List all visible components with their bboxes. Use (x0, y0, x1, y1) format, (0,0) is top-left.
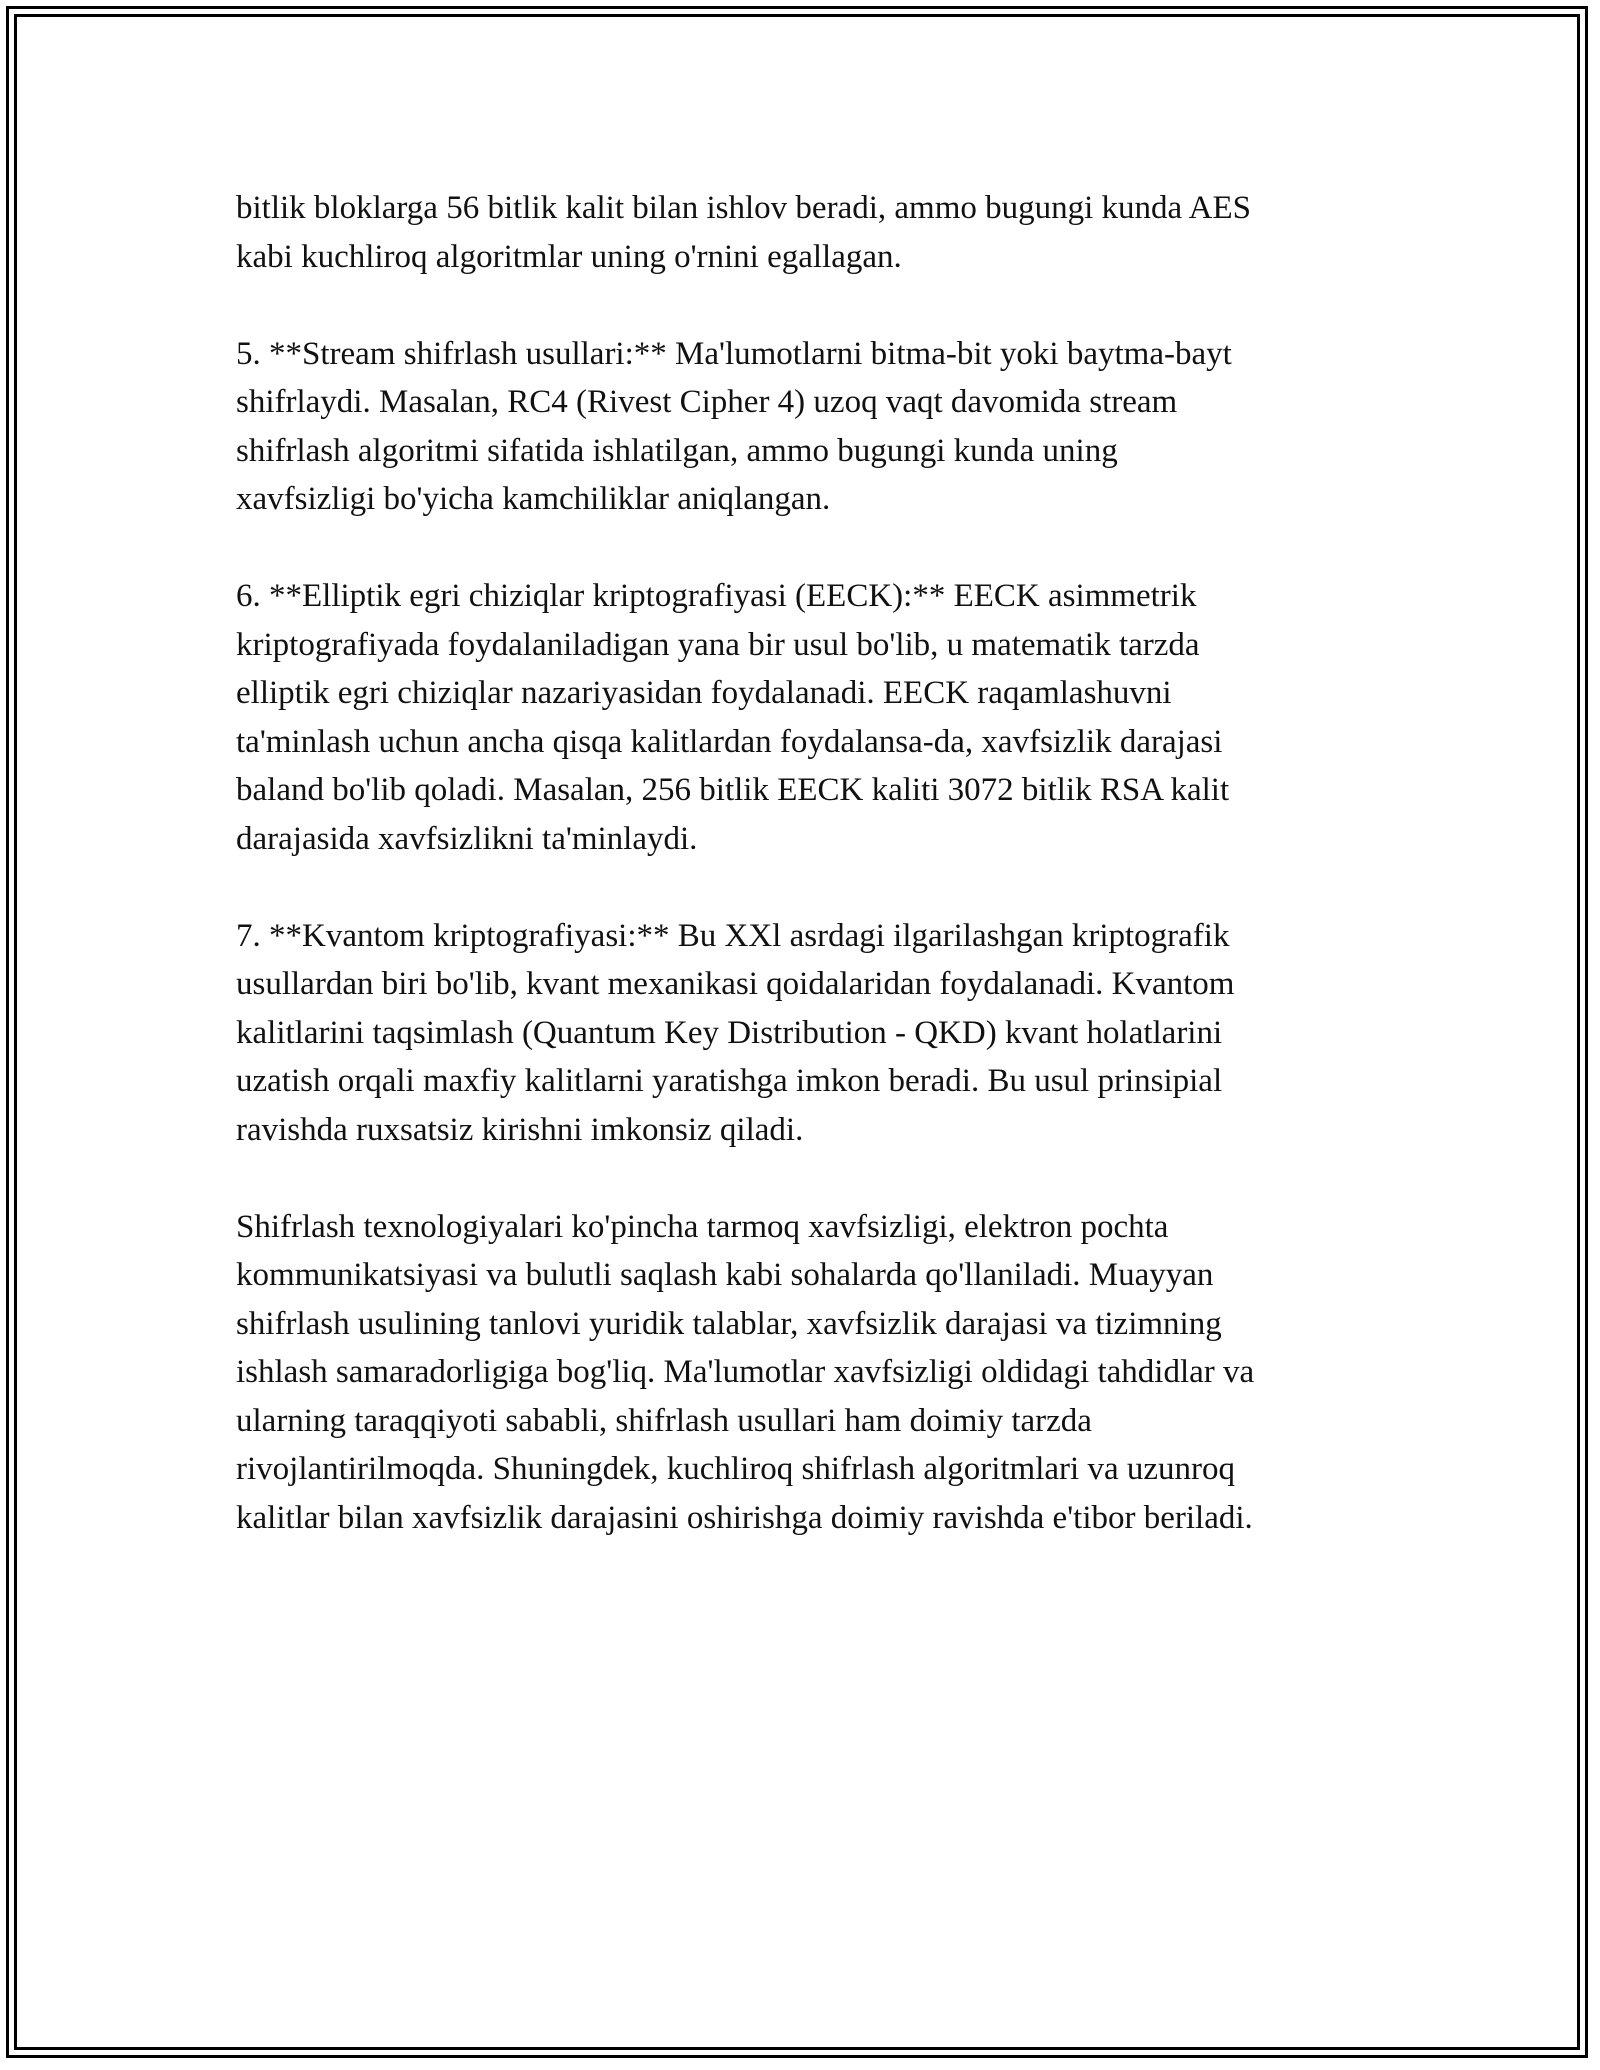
document-body (236, 184, 1386, 1591)
paragraph-des-continuation: bitlik bloklarga 56 bitlik kalit bilan ishlov beradi, ammo bugungi kunda AES kabi kuchliroq algoritmlar uning o'rnini egallagan. (236, 190, 1251, 275)
paragraph-elliptic-curve: 6. **Elliptik egri chiziqlar kriptografiyasi (EECK):** EECK asimmetrik kriptografiyada foydalaniladigan yana bir usul bo'lib, u matematik tarzda elliptik egri chiziqlar nazariyasidan foydalanadi. EECK raqamlashuvni ta'minlash uchun ancha qisqa kalitlardan foydalansa-da, xavfsizlik darajasi baland bo'lib qoladi. Masalan, 256 bitlik EECK kaliti 3072 bitlik RSA kalit darajasida xavfsizlikni ta'minlaydi. (236, 578, 1230, 857)
paragraph-stream-ciphers: 5. **Stream shifrlash usullari:** Ma'lumotlarni bitma-bit yoki baytma-bayt shifrlaydi. Masalan, RC4 (Rivest Cipher 4) uzoq vaqt davomida stream shifrlash algoritmi sifatida ishlatilgan, ammo bugungi kunda uning xavfsizligi bo'yicha kamchiliklar aniqlangan. (236, 335, 1232, 517)
paragraph-quantum-cryptography: 7. **Kvantom kriptografiyasi:** Bu XXl asrdagi ilgarilashgan kriptografik usullardan biri bo'lib, kvant mexanikasi qoidalaridan foydalanadi. Kvantom kalitlarini taqsimlash (Quantum Key Distribution - QKD) kvant holatlarini uzatish orqali maxfiy kalitlarni yaratishga imkon beradi. Bu usul prinsipial ravishda ruxsatsiz kirishni imkonsiz qiladi. (236, 917, 1235, 1148)
paragraph-conclusion: Shifrlash texnologiyalari ko'pincha tarmoq xavfsizligi, elektron pochta kommunikatsiyasi va bulutli saqlash kabi sohalarda qo'llaniladi. Muayyan shifrlash usulining tanlovi yuridik talablar, xavfsizlik darajasi va tizimning ishlash samaradorligiga bog'liq. Ma'lumotlar xavfsizligi oldidagi tahdidlar va ularning taraqqiyoti sababli, shifrlash usullari ham doimiy tarzda rivojlantirilmoqda. Shuningdek, kuchliroq shifrlash algoritmlari va uzunroq kalitlar bilan xavfsizlik darajasini oshirishga doimiy ravishda e'tibor beriladi. (236, 1208, 1255, 1536)
